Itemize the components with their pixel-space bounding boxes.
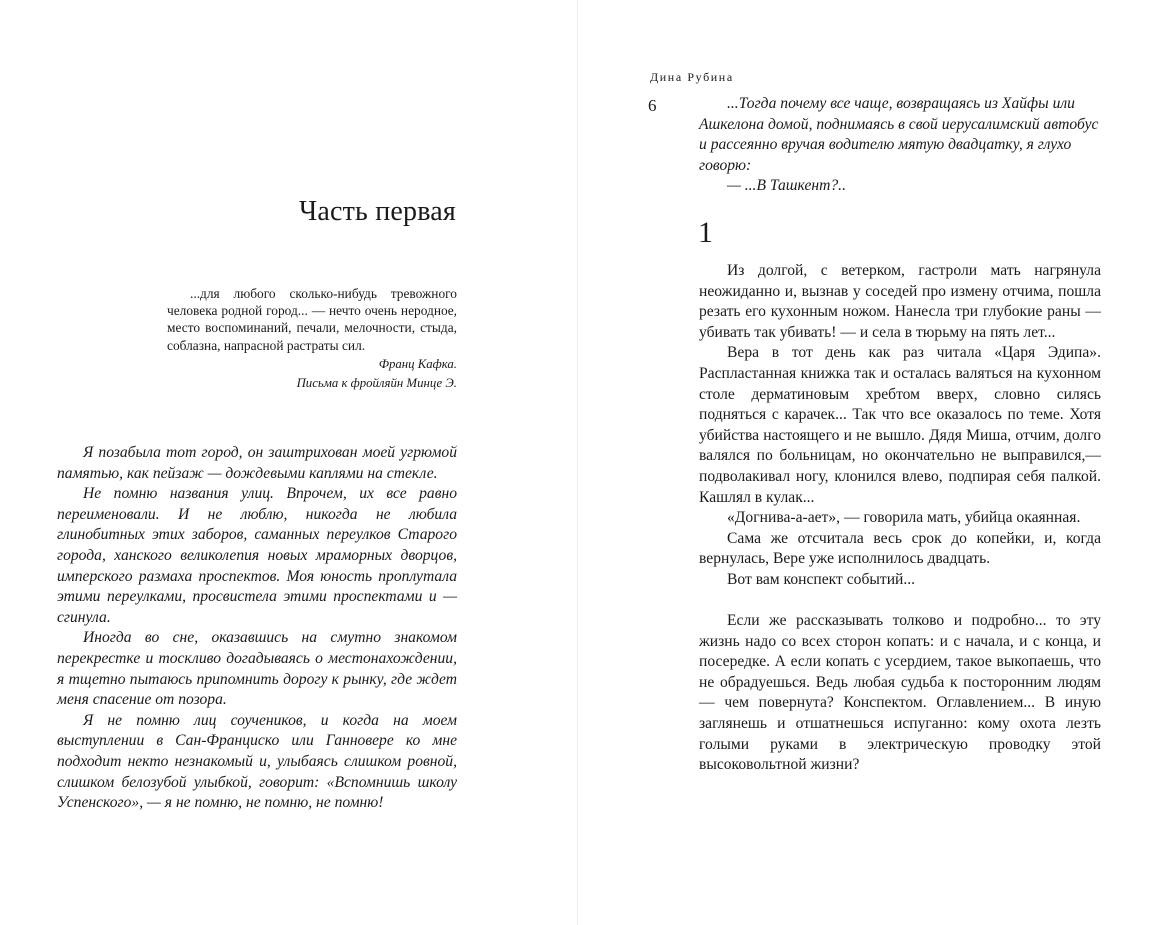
running-head-author: Дина Рубина xyxy=(650,70,734,84)
body-paragraph: Если же рассказывать толково и подробно... то эту жизнь надо со всех сторон копать: и с начала, и с конца, и посередке. А если копать с усердием, такое выкопаешь, что не обрадуешься. Ведь любая судьба к посторонним людям — чем повернута? Конспектом. Оглавлением... В иную заглянешь и отшатнешься испуганно: кому охота лезть голыми руками в электрическую проводку этой высоковольтной жизни? xyxy=(699,612,1101,774)
intro-paragraph: Я не помню лиц соучеников, и когда на моем выступлении в Сан-Франциско или Ганновере ко мне подходит некто незнакомый и, улыбаясь слишком ровной, слишком белозубой улыбкой, говорит: «Вспомнишь школу Успенского», — я не помню, не помню, не помню! xyxy=(57,711,457,812)
intro-paragraph: Не помню названия улиц. Впрочем, их все равно переименовали. И не люблю, никогда не любила глинобитных этих заборов, саманных переулков Старого города, ханского великолепия новых мраморных дворцов, имперского размаха проспектов. Моя юность проплутала этими переулками, просвистела этими проспектами и — сгинула. xyxy=(57,485,457,626)
page-number: 6 xyxy=(648,96,657,115)
epigraph-source: Письма к фройляйн Минце Э. xyxy=(296,376,457,391)
body-paragraph: Вот вам конспект событий... xyxy=(727,570,916,588)
chapter-epigraph xyxy=(699,94,1101,197)
intro-paragraph: Иногда во сне, оказавшись на смутно знакомом перекрестке и тоскливо догадываясь о местонахождении, я тщетно пытаюсь припомнить дорогу к рынку, где ждет меня спасение от позора. xyxy=(57,629,457,709)
epigraph-author: Франц Кафка. xyxy=(378,356,457,371)
chapter-number: 1 xyxy=(698,216,713,249)
body-paragraph: «Догнива-а-ает», — говорила мать, убийца окаянная. xyxy=(727,509,1081,527)
chapter-epigraph-text: ...Тогда почему все чаще, возвращаясь из Хайфы или Ашкелона домой, поднимаясь в свой иерусалимский автобус и рассеянно вручая водителю мятую двадцатку, я глухо говорю: xyxy=(699,95,1099,174)
right-page xyxy=(578,0,1153,925)
intro-paragraph: Я позабыла тот город, он заштрихован моей угрюмой памятью, как пейзаж — дождевыми каплями на стекле. xyxy=(57,444,457,482)
part-title: Часть первая xyxy=(298,196,456,227)
body-paragraph: Из долгой, с ветерком, гастроли мать нагрянула неожиданно и, вызнав у соседей про измену отчима, пошла резать его кухонным ножом. Нанесла три глубокие раны — убивать так убивать! — и села в тюрьму на пять лет... xyxy=(699,262,1101,341)
body-paragraph: Сама же отсчитала весь срок до копейки, и, когда вернулась, Вере уже исполнилось двадцать. xyxy=(699,529,1101,568)
chapter-epigraph-dialog: — ...В Ташкент?.. xyxy=(727,177,846,195)
body-paragraph: Вера в тот день как раз читала «Царя Эдипа». Распластанная книжка так и осталась валяться на кухонном столе дерматиновым хребтом вверх, словно силясь подняться с карачек... Так что все оказалось по теме. Хотя убийства настоящего и не вышло. Дядя Миша, отчим, долго валялся по больницам, но окончательно не выправился,— подволакивал ногу, клонился влево, подпирая себя палкой. Кашлял в кулак... xyxy=(699,344,1101,506)
epigraph-kafka xyxy=(167,285,457,392)
epigraph-text: ...для любого сколько-нибудь тревожного человека родной город... — нечто очень нероднoe, место воспоминаний, печали, мелочности, стыда, соблазна, напрасной растраты сил. xyxy=(167,286,457,353)
chapter-body xyxy=(699,261,1101,776)
intro-italic-text xyxy=(57,443,457,814)
